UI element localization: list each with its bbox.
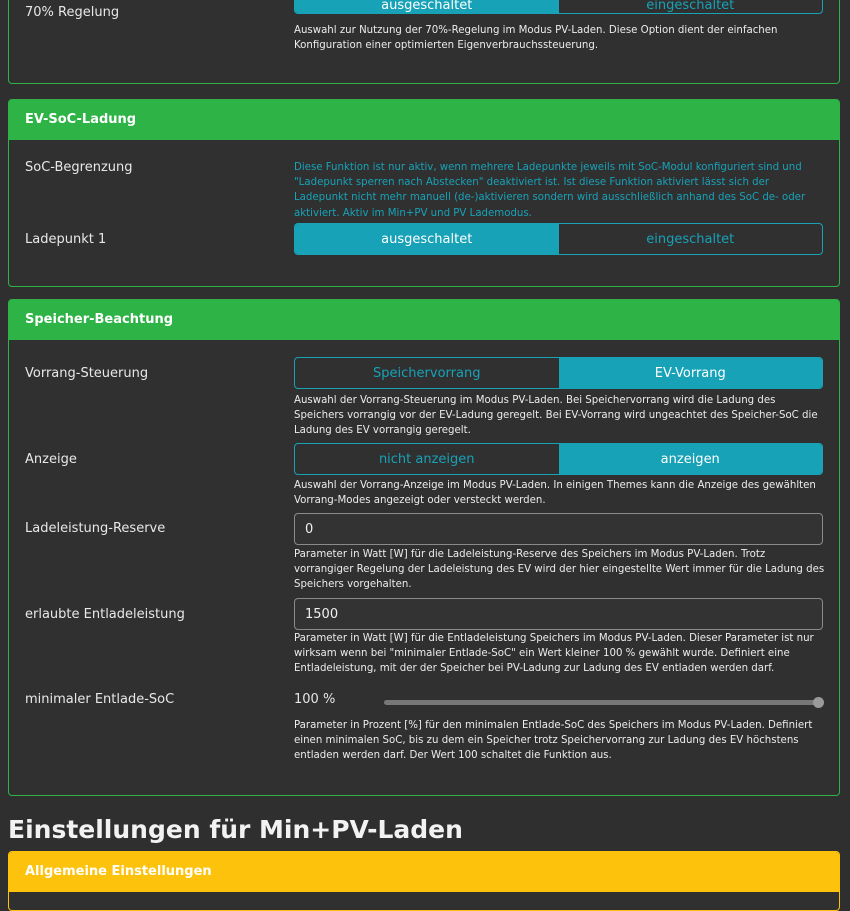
- card-allgemein: [8, 851, 840, 911]
- label-min-entlade-soc: minimaler Entlade-SoC: [25, 692, 175, 707]
- btn-lp1-eingeschaltet[interactable]: eingeschaltet: [646, 231, 735, 247]
- btn-lp1-ausgeschaltet[interactable]: ausgeschaltet: [295, 224, 559, 254]
- label-70-regelung: 70% Regelung: [25, 5, 120, 20]
- min-soc-slider: [294, 692, 823, 712]
- help-vorrang: Auswahl der Vorrang-Steuerung im Modus PV-Laden. Bei Speichervorrang wird die Ladung des Speichers vorrangig vor der EV-Ladung geregelt. Bei EV-Vorrang wird ungeachtet des Speicher-SoC die Ladung des EV vorrangig geregelt.: [294, 395, 818, 437]
- btn-anzeigen[interactable]: anzeigen: [559, 444, 823, 474]
- toggle-70-regelung: [294, 0, 823, 14]
- reserve-input[interactable]: 0: [294, 513, 823, 545]
- label-soc-begrenzung: SoC-Begrenzung: [25, 160, 133, 175]
- toggle-ladepunkt-1: [294, 223, 823, 255]
- btn-nicht-anzeigen[interactable]: nicht anzeigen: [378, 451, 475, 467]
- slider-thumb[interactable]: [813, 697, 824, 708]
- help-anzeige: Auswahl der Vorrang-Anzeige im Modus PV-Laden. In einigen Themes kann die Anzeige des gewählten Vorrang-Modes angezeigt oder versteckt werden.: [294, 480, 816, 507]
- section-heading: Einstellungen für Min+PV-Laden: [8, 815, 463, 844]
- card-ev-soc-title: EV-SoC-Ladung: [9, 100, 839, 140]
- label-ladeleistung-reserve: Ladeleistung-Reserve: [25, 521, 166, 536]
- btn-70-eingeschaltet[interactable]: eingeschaltet: [646, 0, 735, 13]
- card-allgemein-title: Allgemeine Einstellungen: [9, 852, 839, 892]
- help-entladeleistung: Parameter in Watt [W] für die Entladeleistung Speichers im Modus PV-Laden. Dieser Parameter ist nur wirksam wenn bei "minimaler Entlade-SoC" ein Wert kleiner 100 % gewählt wurde. Definiert eine Entladeleistung, mit der der Speicher bei PV-Ladung zur Ladung des EV entladen werden darf.: [294, 633, 814, 675]
- card-ev-soc: [8, 99, 840, 287]
- btn-speichervorrang[interactable]: Speichervorrang: [373, 365, 481, 381]
- label-anzeige: Anzeige: [25, 452, 77, 467]
- toggle-vorrang: [294, 357, 823, 389]
- label-vorrang-steuerung: Vorrang-Steuerung: [25, 366, 149, 381]
- btn-70-ausgeschaltet[interactable]: ausgeschaltet: [295, 0, 559, 13]
- card-70-regelung: [8, 0, 840, 84]
- toggle-anzeige: [294, 443, 823, 475]
- label-ladepunkt-1: Ladepunkt 1: [25, 232, 107, 247]
- min-soc-value: 100 %: [294, 692, 336, 707]
- entladeleistung-input[interactable]: 1500: [294, 598, 823, 630]
- btn-ev-vorrang[interactable]: EV-Vorrang: [559, 358, 823, 388]
- label-entladeleistung: erlaubte Entladeleistung: [25, 607, 185, 622]
- card-speicher: [8, 299, 840, 796]
- help-min-entlade-soc: Parameter in Prozent [%] für den minimalen Entlade-SoC des Speichers im Modus PV-Laden. Definiert einen minimalen SoC, bis zu dem ein Speicher trotz Speichervorrang zur Ladung des EV höchstens entladen werden darf. Der Wert 100 schaltet die Funktion aus.: [294, 720, 813, 762]
- card-speicher-title: Speicher-Beachtung: [9, 300, 839, 340]
- slider-track[interactable]: [384, 700, 820, 705]
- help-soc-begrenzung: Diese Funktion ist nur aktiv, wenn mehrere Ladepunkte jeweils mit SoC-Modul konfiguriert sind und "Ladepunkt sperren nach Abstecken" deaktiviert ist. Ist diese Funktion aktiviert lässt sich der Ladepunkt nicht mehr manuell (de-)aktivieren sondern wird ausschließlich anhand des SoC de- oder aktiviert. Aktiv im Min+PV und PV Lademodus.: [294, 162, 806, 219]
- help-70-regelung: Auswahl zur Nutzung der 70%-Regelung im Modus PV-Laden. Diese Option dient der einfachen Konfiguration einer optimierten Eigenverbrauchssteuerung.: [294, 25, 778, 52]
- help-reserve: Parameter in Watt [W] für die Ladeleistung-Reserve des Speichers im Modus PV-Laden. Trotz vorrangiger Regelung der Ladeleistung des EV wird der hier eingestellte Wert immer für die Ladung des Speichers vorgehalten.: [294, 549, 825, 591]
